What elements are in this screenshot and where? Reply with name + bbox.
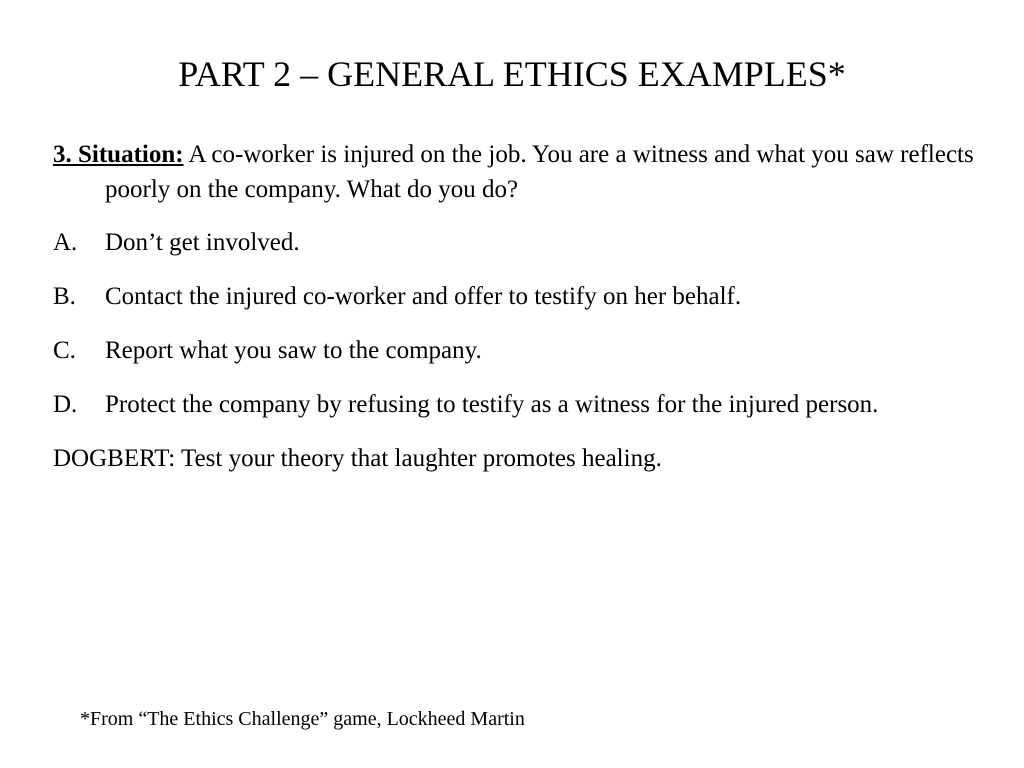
option-c <box>53 333 983 368</box>
option-text: Protect the company by refusing to testify as a witness for the injured person. <box>105 391 879 418</box>
slide-title: PART 2 – GENERAL ETHICS EXAMPLES* <box>178 54 846 94</box>
option-letter: B. <box>53 283 76 310</box>
situation-label: 3. Situation: <box>53 141 184 168</box>
slide-body <box>53 137 983 476</box>
option-letter: D. <box>53 391 78 418</box>
option-letter: C. <box>53 337 76 364</box>
option-b <box>53 279 983 314</box>
situation-text: A co-worker is injured on the job. You are a witness and what you saw reflects poorly on the company. What do you do? <box>105 141 974 203</box>
option-d <box>53 387 983 422</box>
footnote: *From “The Ethics Challenge” game, Lockheed Martin <box>80 708 525 730</box>
option-text: Don’t get involved. <box>105 229 300 256</box>
option-a <box>53 225 983 260</box>
situation-paragraph <box>53 137 983 207</box>
option-letter: A. <box>53 229 78 256</box>
option-text: Report what you saw to the company. <box>105 337 482 364</box>
option-text: Contact the injured co-worker and offer to testify on her behalf. <box>105 283 742 310</box>
dogbert-line: DOGBERT: Test your theory that laughter promotes healing. <box>53 445 662 472</box>
